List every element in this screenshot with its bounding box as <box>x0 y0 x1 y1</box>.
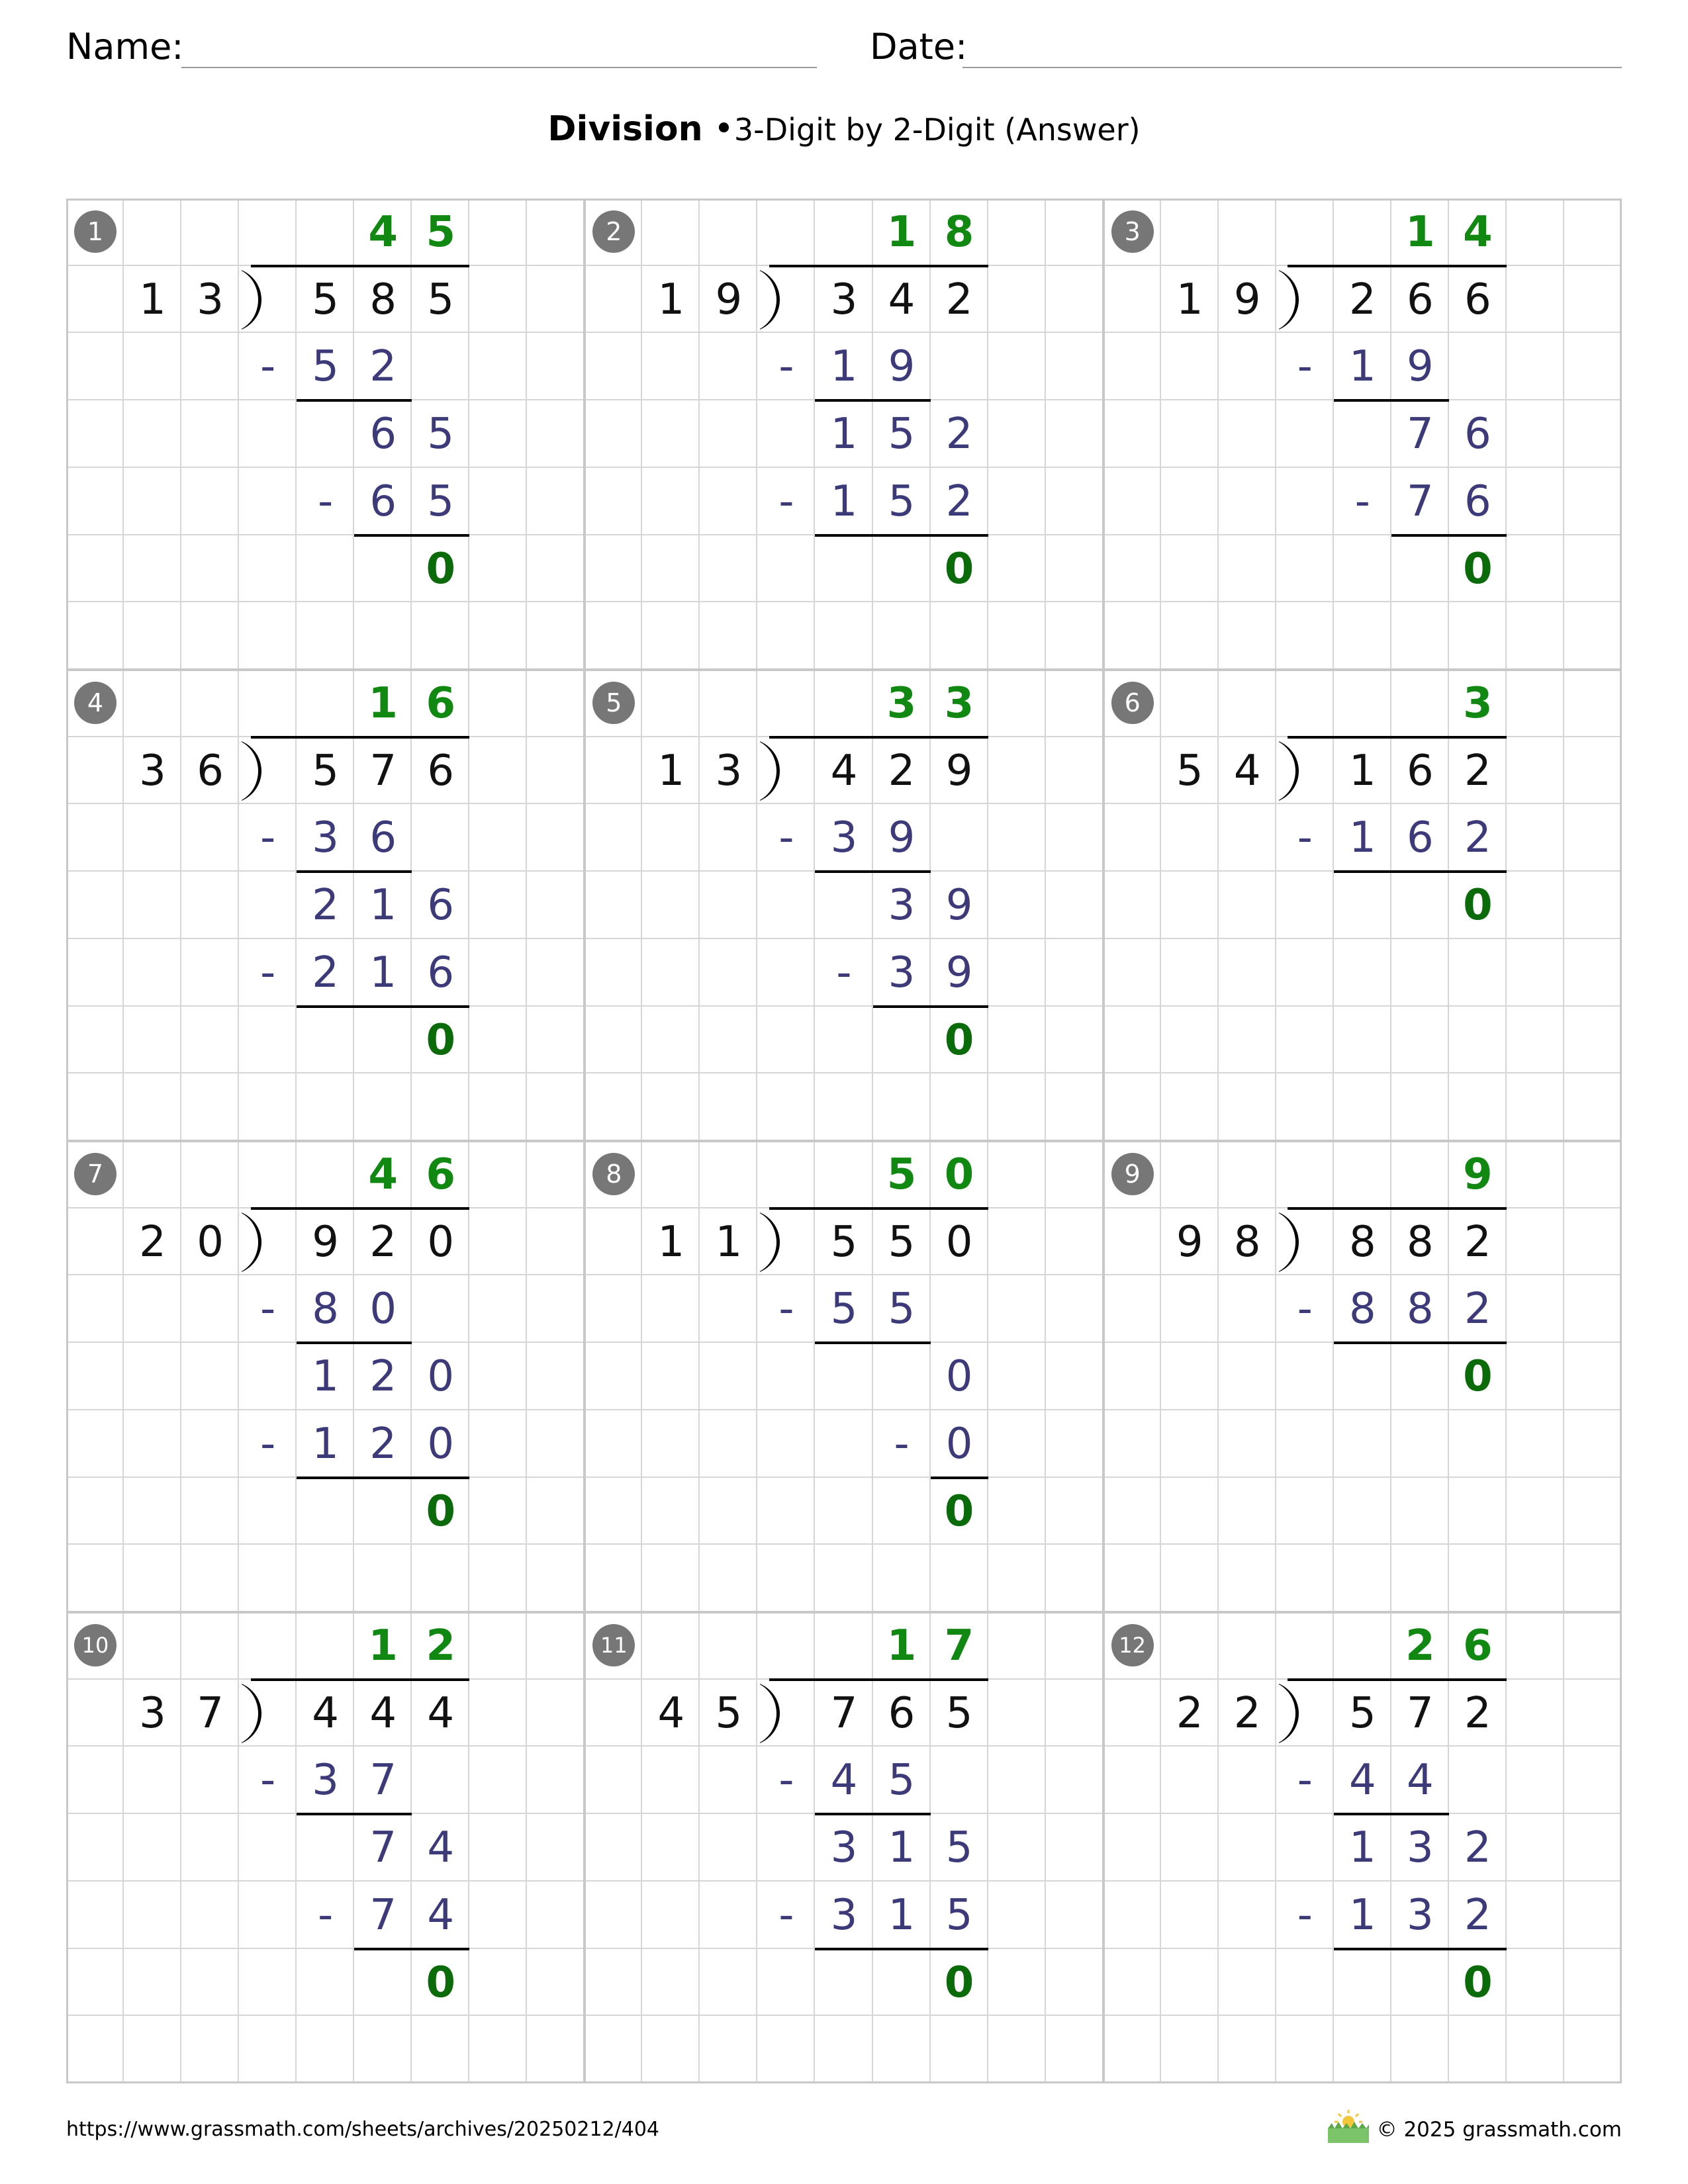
remainder-digit: 0 <box>1463 544 1493 594</box>
subtrahend-digit: 7 <box>369 1890 397 1940</box>
dividend-digit: 2 <box>888 746 915 796</box>
subtrahend-digit: 1 <box>312 1419 339 1469</box>
subtraction-line <box>769 736 988 739</box>
minus-sign: - <box>318 477 334 526</box>
subtrahend-digit: 5 <box>312 342 339 392</box>
subtrahend-digit: 6 <box>1406 813 1434 863</box>
quotient-digit: 4 <box>368 1150 398 1199</box>
partial-digit: 2 <box>1464 1823 1491 1873</box>
divisor-digit: 1 <box>715 1217 743 1267</box>
subtrahend-digit: 3 <box>312 813 339 863</box>
subtrahend-digit: 3 <box>888 948 915 997</box>
subtrahend-digit: 7 <box>369 1756 397 1805</box>
divisor-digit: 3 <box>197 275 224 324</box>
minus-sign: - <box>260 1756 276 1805</box>
division-bracket <box>242 1212 268 1272</box>
subtrahend-digit: 0 <box>427 1419 455 1469</box>
subtraction-line <box>769 1678 988 1681</box>
dividend-digit: 7 <box>830 1688 858 1738</box>
divisor-digit: 1 <box>1176 275 1203 324</box>
partial-digit: 5 <box>945 1823 973 1873</box>
subtrahend-digit: 1 <box>1348 813 1376 863</box>
subtrahend-digit: 9 <box>945 948 973 997</box>
divisor-digit: 9 <box>1176 1217 1203 1267</box>
partial-digit: 7 <box>1406 410 1434 459</box>
date-label: Date: <box>870 26 968 68</box>
footer-url: https://www.grassmath.com/sheets/archives/20250212/404 <box>66 2118 660 2141</box>
minus-sign: - <box>778 813 794 863</box>
quotient-digit: 1 <box>886 208 917 257</box>
partial-digit: 0 <box>945 1352 973 1402</box>
divisor-digit: 9 <box>1233 275 1261 324</box>
divisor-digit: 1 <box>657 746 685 796</box>
dividend-digit: 4 <box>312 1688 339 1738</box>
partial-digit: 7 <box>369 1823 397 1873</box>
quotient-digit: 2 <box>1405 1621 1435 1670</box>
dividend-digit: 5 <box>312 746 339 796</box>
remainder-digit: 0 <box>426 544 455 594</box>
dividend-digit: 2 <box>945 275 973 324</box>
dividend-digit: 0 <box>945 1217 973 1267</box>
subtrahend-digit: 9 <box>888 813 915 863</box>
divisor-digit: 0 <box>197 1217 224 1267</box>
problem-number-badge: 2 <box>592 210 635 253</box>
subtraction-line <box>769 265 988 267</box>
subtrahend-digit: 8 <box>1406 1285 1434 1334</box>
subtraction-line <box>769 1207 988 1210</box>
division-bracket <box>242 270 268 330</box>
subtrahend-digit: 5 <box>888 477 915 526</box>
remainder-digit: 0 <box>426 1015 455 1065</box>
subtrahend-digit: 5 <box>830 1285 858 1334</box>
quotient-digit: 7 <box>944 1621 974 1670</box>
grassmath-logo-icon <box>1327 2109 1370 2144</box>
remainder-digit: 0 <box>1463 881 1493 931</box>
dividend-digit: 2 <box>1464 746 1491 796</box>
dividend-digit: 2 <box>1464 1217 1491 1267</box>
problem-number-badge: 4 <box>74 682 117 724</box>
block-separator <box>66 1140 1622 1142</box>
partial-digit: 2 <box>369 1352 397 1402</box>
date-line[interactable] <box>962 67 1622 68</box>
dividend-digit: 7 <box>1406 1688 1434 1738</box>
subtraction-line <box>251 265 470 267</box>
quotient-digit: 1 <box>886 1621 917 1670</box>
problem-number-badge: 7 <box>74 1153 117 1195</box>
subtrahend-digit: 1 <box>888 1890 915 1940</box>
remainder-digit: 0 <box>944 1958 974 2007</box>
remainder-digit: 0 <box>944 1015 974 1065</box>
subtrahend-digit: 9 <box>1406 342 1434 392</box>
division-bracket <box>760 741 786 801</box>
problem-number-badge: 9 <box>1111 1153 1154 1195</box>
division-bracket <box>760 1684 786 1743</box>
minus-sign: - <box>260 813 276 863</box>
subtrahend-digit: 2 <box>1464 813 1491 863</box>
quotient-digit: 1 <box>1405 208 1435 257</box>
dividend-digit: 6 <box>1406 746 1434 796</box>
dividend-digit: 9 <box>945 746 973 796</box>
divisor-digit: 3 <box>139 1688 166 1738</box>
subtrahend-digit: 6 <box>369 813 397 863</box>
subtrahend-digit: 4 <box>830 1756 858 1805</box>
subtrahend-digit: 1 <box>830 342 858 392</box>
subtrahend-digit: 8 <box>1348 1285 1376 1334</box>
subtrahend-digit: 4 <box>1348 1756 1376 1805</box>
partial-digit: 6 <box>1464 410 1491 459</box>
subtraction-line <box>1288 1207 1507 1210</box>
dividend-digit: 2 <box>1348 275 1376 324</box>
divisor-digit: 1 <box>657 275 685 324</box>
subtrahend-digit: 6 <box>369 477 397 526</box>
partial-digit: 3 <box>830 1823 858 1873</box>
partial-digit: 0 <box>427 1352 455 1402</box>
partial-digit: 6 <box>369 410 397 459</box>
title-subtitle: 3-Digit by 2-Digit (Answer) <box>733 112 1141 148</box>
partial-digit: 3 <box>888 881 915 931</box>
divisor-digit: 4 <box>1233 746 1261 796</box>
divisor-digit: 5 <box>715 1688 743 1738</box>
minus-sign: - <box>778 1890 794 1940</box>
partial-digit: 5 <box>427 410 455 459</box>
problem-grid <box>66 199 1622 2083</box>
remainder-digit: 0 <box>944 1486 974 1536</box>
subtrahend-digit: 1 <box>1348 1890 1376 1940</box>
subtrahend-digit: 1 <box>369 948 397 997</box>
subtrahend-digit: 0 <box>945 1419 973 1469</box>
problem-number-badge: 3 <box>1111 210 1154 253</box>
name-line[interactable] <box>181 67 817 68</box>
subtrahend-digit: 8 <box>312 1285 339 1334</box>
problem-number-badge: 12 <box>1111 1624 1154 1666</box>
subtraction-line <box>251 1207 470 1210</box>
subtraction-line <box>1288 1678 1507 1681</box>
partial-digit: 9 <box>945 881 973 931</box>
dividend-digit: 5 <box>1348 1688 1376 1738</box>
dividend-digit: 5 <box>888 1217 915 1267</box>
subtrahend-digit: 3 <box>312 1756 339 1805</box>
remainder-digit: 0 <box>944 544 974 594</box>
minus-sign: - <box>260 1285 276 1334</box>
subtrahend-digit: 5 <box>888 1756 915 1805</box>
division-bracket <box>242 1684 268 1743</box>
subtraction-line <box>251 1678 470 1681</box>
dividend-digit: 6 <box>1464 275 1491 324</box>
partial-digit: 1 <box>888 1823 915 1873</box>
division-bracket <box>760 270 786 330</box>
dividend-digit: 5 <box>312 275 339 324</box>
divisor-digit: 8 <box>1233 1217 1261 1267</box>
subtrahend-digit: 7 <box>1406 477 1434 526</box>
dividend-digit: 4 <box>427 1688 455 1738</box>
problem-number-badge: 10 <box>74 1624 117 1666</box>
dividend-digit: 4 <box>369 1688 397 1738</box>
minus-sign: - <box>1354 477 1370 526</box>
subtraction-line <box>251 736 470 739</box>
remainder-digit: 0 <box>1463 1352 1493 1402</box>
name-label: Name: <box>66 26 184 68</box>
dividend-digit: 0 <box>427 1217 455 1267</box>
subtrahend-digit: 2 <box>369 342 397 392</box>
subtrahend-digit: 6 <box>427 948 455 997</box>
minus-sign: - <box>1297 813 1313 863</box>
quotient-digit: 3 <box>1463 679 1493 728</box>
problem-number-badge: 5 <box>592 682 635 724</box>
quotient-digit: 9 <box>1463 1150 1493 1199</box>
partial-digit: 2 <box>312 881 339 931</box>
dividend-digit: 7 <box>369 746 397 796</box>
minus-sign: - <box>260 342 276 392</box>
dividend-digit: 8 <box>1348 1217 1376 1267</box>
minus-sign: - <box>318 1890 334 1940</box>
minus-sign: - <box>778 477 794 526</box>
minus-sign: - <box>1297 1890 1313 1940</box>
divisor-digit: 2 <box>1176 1688 1203 1738</box>
partial-digit: 2 <box>945 410 973 459</box>
partial-digit: 4 <box>427 1823 455 1873</box>
partial-digit: 1 <box>369 881 397 931</box>
subtrahend-digit: 4 <box>427 1890 455 1940</box>
quotient-digit: 5 <box>426 208 455 257</box>
minus-sign: - <box>1297 342 1313 392</box>
divisor-digit: 9 <box>715 275 743 324</box>
divisor-digit: 5 <box>1176 746 1203 796</box>
partial-digit: 5 <box>888 410 915 459</box>
divisor-digit: 6 <box>197 746 224 796</box>
subtrahend-digit: 1 <box>830 477 858 526</box>
subtrahend-digit: 3 <box>830 813 858 863</box>
divisor-digit: 7 <box>197 1688 224 1738</box>
partial-digit: 3 <box>1406 1823 1434 1873</box>
minus-sign: - <box>1297 1756 1313 1805</box>
quotient-digit: 3 <box>886 679 917 728</box>
divisor-digit: 2 <box>1233 1688 1261 1738</box>
subtrahend-digit: 6 <box>1464 477 1491 526</box>
division-bracket <box>1279 741 1305 801</box>
problem-number-badge: 11 <box>592 1624 635 1666</box>
subtrahend-digit: 5 <box>945 1890 973 1940</box>
quotient-digit: 1 <box>368 1621 398 1670</box>
divisor-digit: 1 <box>139 275 166 324</box>
problem-number-badge: 6 <box>1111 682 1154 724</box>
title-bullet: • <box>714 109 734 149</box>
minus-sign: - <box>260 1419 276 1469</box>
dividend-digit: 6 <box>888 1688 915 1738</box>
subtraction-line <box>815 1342 930 1344</box>
dividend-digit: 4 <box>888 275 915 324</box>
dividend-digit: 8 <box>1406 1217 1434 1267</box>
division-bracket <box>242 741 268 801</box>
partial-digit: 1 <box>1348 1823 1376 1873</box>
quotient-digit: 2 <box>426 1621 455 1670</box>
dividend-digit: 2 <box>1464 1688 1491 1738</box>
subtrahend-digit: 2 <box>369 1419 397 1469</box>
dividend-digit: 1 <box>1348 746 1376 796</box>
quotient-digit: 4 <box>1463 208 1493 257</box>
subtrahend-digit: 9 <box>888 342 915 392</box>
dividend-digit: 3 <box>830 275 858 324</box>
minus-sign: - <box>836 948 852 997</box>
problem-number-badge: 8 <box>592 1153 635 1195</box>
subtrahend-digit: 2 <box>312 948 339 997</box>
dividend-digit: 4 <box>830 746 858 796</box>
subtrahend-digit: 3 <box>830 1890 858 1940</box>
problem-number-badge: 1 <box>74 210 117 253</box>
minus-sign: - <box>778 1756 794 1805</box>
subtrahend-digit: 5 <box>427 477 455 526</box>
block-separator <box>66 1611 1622 1614</box>
quotient-digit: 0 <box>944 1150 974 1199</box>
subtrahend-digit: 1 <box>1348 342 1376 392</box>
dividend-digit: 5 <box>945 1688 973 1738</box>
quotient-digit: 1 <box>368 679 398 728</box>
dividend-digit: 6 <box>427 746 455 796</box>
dividend-digit: 5 <box>427 275 455 324</box>
quotient-digit: 6 <box>1463 1621 1493 1670</box>
divisor-digit: 4 <box>657 1688 685 1738</box>
dividend-digit: 8 <box>369 275 397 324</box>
minus-sign: - <box>894 1419 910 1469</box>
division-bracket <box>1279 270 1305 330</box>
remainder-digit: 0 <box>426 1958 455 2007</box>
minus-sign: - <box>260 948 276 997</box>
subtraction-line <box>1288 736 1507 739</box>
division-bracket <box>1279 1684 1305 1743</box>
division-bracket <box>760 1212 786 1272</box>
quotient-digit: 8 <box>944 208 974 257</box>
partial-digit: 6 <box>427 881 455 931</box>
minus-sign: - <box>778 1285 794 1334</box>
divisor-digit: 3 <box>715 746 743 796</box>
subtrahend-digit: 2 <box>1464 1285 1491 1334</box>
quotient-digit: 5 <box>886 1150 917 1199</box>
minus-sign: - <box>1297 1285 1313 1334</box>
subtrahend-digit: 5 <box>888 1285 915 1334</box>
block-separator <box>66 668 1622 671</box>
divisor-digit: 3 <box>139 746 166 796</box>
subtrahend-digit: 4 <box>1406 1756 1434 1805</box>
divisor-digit: 1 <box>657 1217 685 1267</box>
title-main: Division <box>547 109 703 149</box>
remainder-digit: 0 <box>1463 1958 1493 2007</box>
divisor-digit: 2 <box>139 1217 166 1267</box>
dividend-digit: 9 <box>312 1217 339 1267</box>
dividend-digit: 2 <box>369 1217 397 1267</box>
minus-sign: - <box>778 342 794 392</box>
quotient-digit: 3 <box>944 679 974 728</box>
quotient-digit: 6 <box>426 679 455 728</box>
dividend-digit: 6 <box>1406 275 1434 324</box>
footer-copyright: © 2025 grassmath.com <box>1376 2118 1622 2142</box>
subtrahend-digit: 2 <box>1464 1890 1491 1940</box>
subtrahend-digit: 3 <box>1406 1890 1434 1940</box>
partial-digit: 1 <box>312 1352 339 1402</box>
dividend-digit: 5 <box>830 1217 858 1267</box>
quotient-digit: 6 <box>426 1150 455 1199</box>
partial-digit: 1 <box>830 410 858 459</box>
worksheet-title <box>0 106 1688 153</box>
subtrahend-digit: 2 <box>945 477 973 526</box>
subtraction-line <box>1288 265 1507 267</box>
quotient-digit: 4 <box>368 208 398 257</box>
remainder-digit: 0 <box>426 1486 455 1536</box>
division-bracket <box>1279 1212 1305 1272</box>
subtrahend-digit: 0 <box>369 1285 397 1334</box>
